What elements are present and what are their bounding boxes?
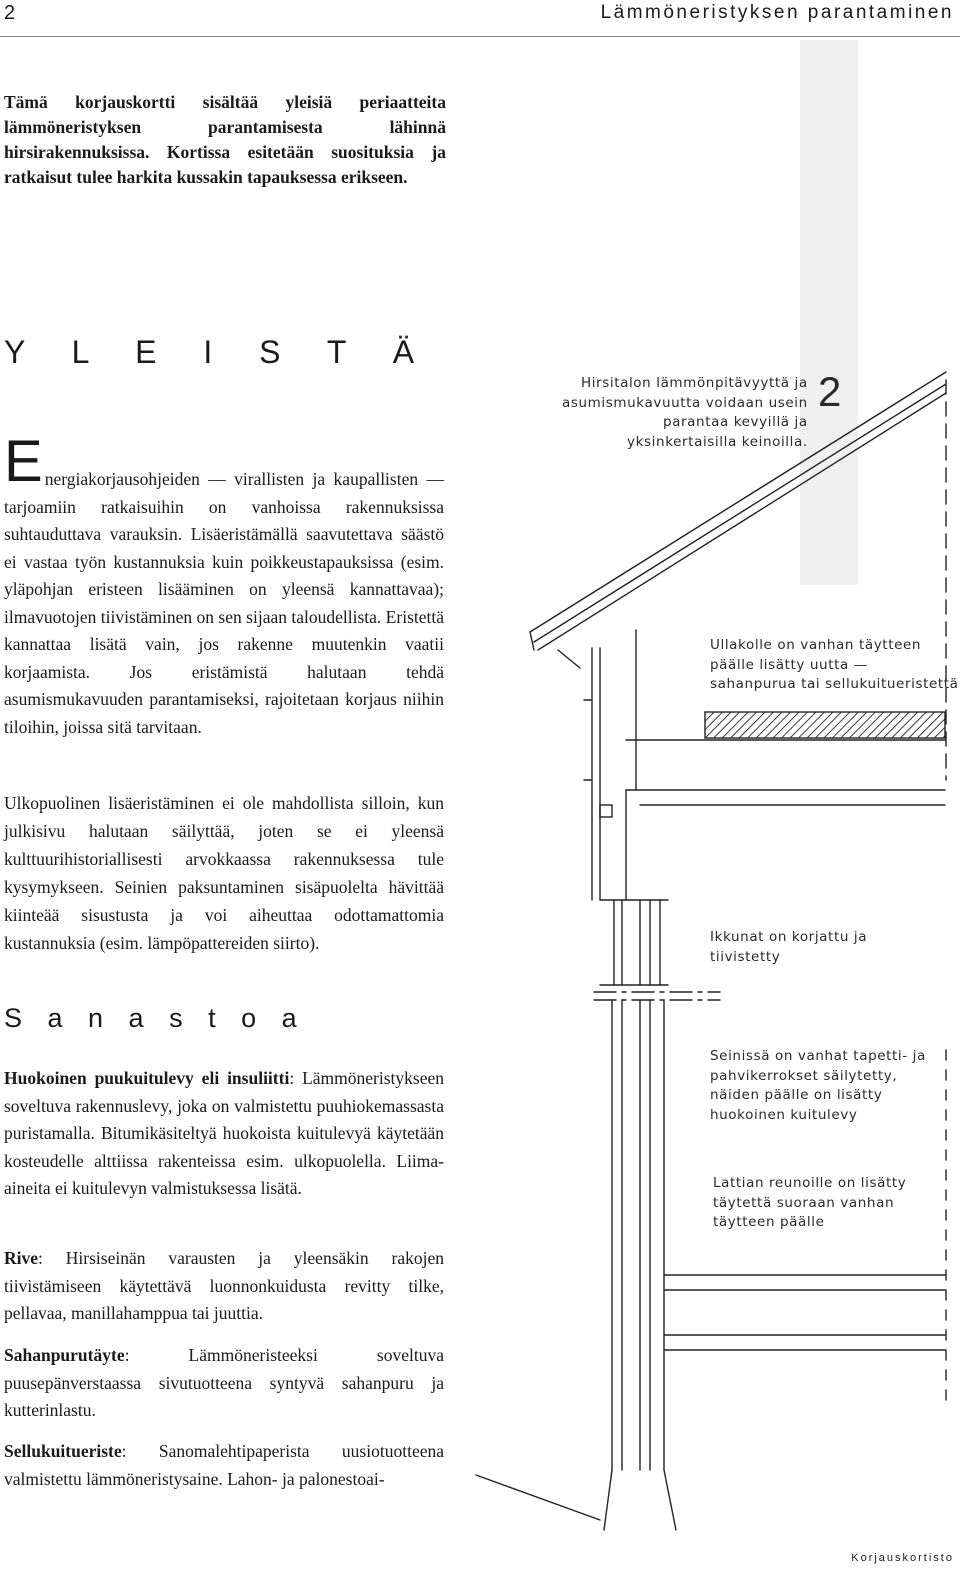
glossary-definition: : Lämmöneristykseen soveltuva rakennuslevy, joka on valmistettu puuhiokemassasta puristamalla. Bitumikäsiteltyä huokoista kuitulevyä käytetään kosteudelle alttiissa rakenteissa esim. ulkopuolella. Liima-aineita ei kuitulevyn valmistuksessa lisätä.	[4, 1068, 444, 1198]
attic-insulation	[705, 712, 945, 738]
ceiling-joist	[600, 740, 945, 817]
foundation	[476, 1470, 676, 1530]
note-attic: Ullakolle on vanhan täytteen päälle lisätty uutta — sahanpurua tai sellukuitueristettä	[710, 637, 959, 692]
window-sill-lines	[594, 992, 720, 1000]
glossary-term: Rive	[4, 1248, 39, 1268]
note-walls: Seinissä on vanhat tapetti- ja pahvikerrokset säilytetty, näiden päälle on lisätty huokoinen kuitulevy	[710, 1048, 926, 1123]
glossary-entry	[4, 1065, 444, 1203]
footer-label: Korjauskortisto	[851, 1552, 954, 1564]
note-improvement: Hirsitalon lämmönpitävyyttä ja asumismukavuutta voidaan usein parantaa kevyillä ja yksinkertaisilla keinoilla.	[562, 375, 808, 450]
glossary-entry	[4, 1342, 444, 1425]
page-number: 2	[4, 2, 16, 24]
glossary-term: Sahanpurutäyte	[4, 1345, 125, 1365]
note-floor: Lattian reunoille on lisätty täytettä suoraan vanhan täytteen päälle	[713, 1175, 907, 1230]
lower-wall	[612, 1000, 664, 1470]
glossary-entry	[4, 1245, 444, 1328]
running-title: Lämmöneristyksen parantaminen	[600, 2, 954, 23]
glossary-entry	[4, 1438, 444, 1493]
intro-text: Tämä korjauskortti sisältää yleisiä periaatteita lämmöneristyksen parantamisesta lähinnä hirsirakennuksissa. Kortissa esitetään suosituksia ja ratkaisut tulee harkita kussakin tapauksessa erikseen.	[4, 92, 446, 187]
glossary-definition: : Lämmöneristeeksi soveltuva puusepänverstaassa sivutuotteena syntyvä sahanpuru ja kutterinlastu.	[4, 1345, 444, 1420]
paragraph-1-text: nergiakorjausohjeiden — virallisten ja kaupallisten — tarjoamiin ratkaisuihin on vanhoissa rakennuksissa suhtauduttava varauksin. Lisäeristämällä saavutettava säästö ei vastaa työn kustannuksia kuin poikkeustapauksissa (esim. yläpohjan eristeen lisääminen on yleensä kannattavaa); ilmavuotojen tiivistäminen on sen sijaan taloudellista. Eristettä kannattaa lisätä vain, jos rakenne muutenkin vaatii korjaamista. Jos eristämistä halutaan tehdä asumismukavuuden parantamiseksi, rajoitetaan korjaus niihin tiloihin, joissa sitä tarvitaan.	[4, 469, 444, 737]
drop-cap: E	[4, 429, 43, 494]
glossary-term: Sellukuitueriste	[4, 1441, 122, 1461]
body-paragraph-2: Ulkopuolinen lisäeristäminen ei ole mahdollista silloin, kun julkisivu halutaan säilyttää, joten se ei yleensä kulttuurihistoriallisesti arvokkaassa rakennuksessa tule kysymykseen. Seinien paksuntaminen sisäpuolelta hävittää kiinteää sisustusta ja voi aiheuttaa odottamattomia kustannuksia (esim. lämpöpattereiden siirto).	[4, 793, 444, 953]
glossary-definition: : Sanomalehtipaperista uusiotuotteena valmistettu lämmöneristysaine. Lahon- ja palonestoai-	[4, 1441, 444, 1489]
floor-structure	[664, 1275, 945, 1350]
body-paragraph-1	[4, 429, 444, 741]
glossary-definition: : Hirsiseinän varausten ja yleensäkin rakojen tiivistämiseen käytettävä luonnonkuidusta revitty tilke, pellavaa, manillahamppua tai juuttia.	[4, 1248, 444, 1323]
card-number: 2	[818, 368, 842, 415]
glossary-term: Huokoinen puukuitulevy eli insuliitti	[4, 1068, 290, 1088]
header-divider	[0, 36, 960, 37]
outer-wall	[584, 630, 636, 900]
glossary-heading: S a n a s t o a	[4, 1003, 306, 1033]
section-heading-yleista: Y L E I S T Ä	[4, 334, 434, 370]
window-frame	[600, 900, 668, 985]
note-windows: Ikkunat on korjattu ja tiivistetty	[710, 929, 868, 965]
